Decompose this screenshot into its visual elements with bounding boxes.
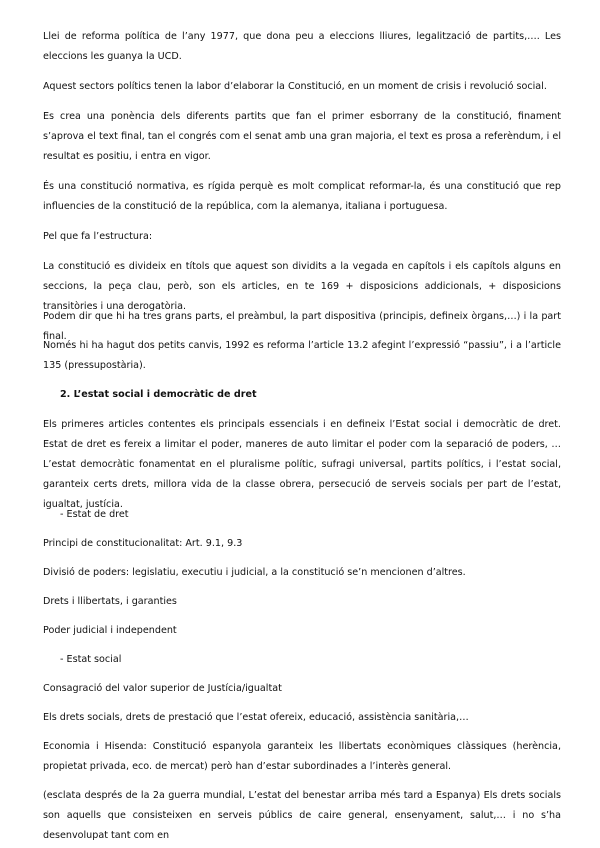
paragraph: Els primeres articles contentes els principals essencials i en defineix l’Estat social i democràtic de dret. Estat de dret es fereix a limitar el poder, maneres de auto limitar el poder com la separació de poders, … L’estat democràtic fonamentat en el pluralisme polític, sufragi universal, partits polítics, i l’estat social, garanteix certs drets, millora vida de la classe obrera, persecució de serveis socials per part de l’estat, igualtat, justícia.	[43, 419, 561, 510]
subsection-label: - Estat de dret	[60, 509, 129, 520]
paragraph: Consagració del valor superior de Justícia/igualtat	[43, 683, 282, 694]
paragraph: Llei de reforma política de l’any 1977, que dona peu a eleccions lliures, legalització de partits,…. Les eleccions les guanya la UCD.	[43, 31, 561, 62]
subsection-label: - Estat social	[60, 654, 122, 665]
section-heading: 2. L’estat social i democràtic de dret	[60, 389, 257, 400]
paragraph: Només hi ha hagut dos petits canvis, 1992 es reforma l’article 13.2 afegint l’expressió “passiu”, i a l’article 135 (pressupostària).	[43, 340, 561, 371]
paragraph: La constitució es divideix en títols que aquest son dividits a la vegada en capítols i els capítols alguns en seccions, la peça clau, però, son els articles, en te 169 + disposicions addicionals, + disposicions transitòries i una derogatòria.	[43, 261, 561, 312]
paragraph: Economia i Hisenda: Constitució espanyola garanteix les llibertats econòmiques clàssiques (herència, propietat privada, eco. de mercat) però han d’estar subordinades a l’interès general.	[43, 741, 561, 772]
paragraph: Divisió de poders: legislatiu, executiu i judicial, a la constitució se’n mencionen d’altres.	[43, 567, 466, 578]
paragraph: Aquest sectors polítics tenen la labor d’elaborar la Constitució, en un moment de crisis i revolució social.	[43, 81, 547, 92]
paragraph: Es crea una ponència dels diferents partits que fan el primer esborrany de la constitució, finament s’aprova el text final, tan el congrés com el senat amb una gran majoria, el text es prosa a referèndum, i el resultat es positiu, i entra en vigor.	[43, 111, 561, 162]
paragraph: És una constitució normativa, es rígida perquè es molt complicat reformar-la, és una constitució que rep influencies de la constitució de la república, com la alemanya, italiana i portuguesa.	[43, 181, 561, 212]
paragraph: Els drets socials, drets de prestació que l’estat ofereix, educació, assistència sanitària,…	[43, 712, 469, 723]
paragraph: Podem dir que hi ha tres grans parts, el preàmbul, la part dispositiva (principis, defineix òrgans,…) i la part final.	[43, 311, 561, 342]
paragraph: Poder judicial i independent	[43, 625, 177, 636]
paragraph: Principi de constitucionalitat: Art. 9.1, 9.3	[43, 538, 243, 549]
paragraph: (esclata després de la 2a guerra mundial, L’estat del benestar arriba més tard a Espanya) Els drets socials son aquells que consisteixen en serveis públics de caire general, ensenyament, salut,… i no s’ha desenvolupat tant com en	[43, 790, 561, 841]
paragraph: Drets i llibertats, i garanties	[43, 596, 177, 607]
paragraph: Pel que fa l’estructura:	[43, 231, 153, 242]
